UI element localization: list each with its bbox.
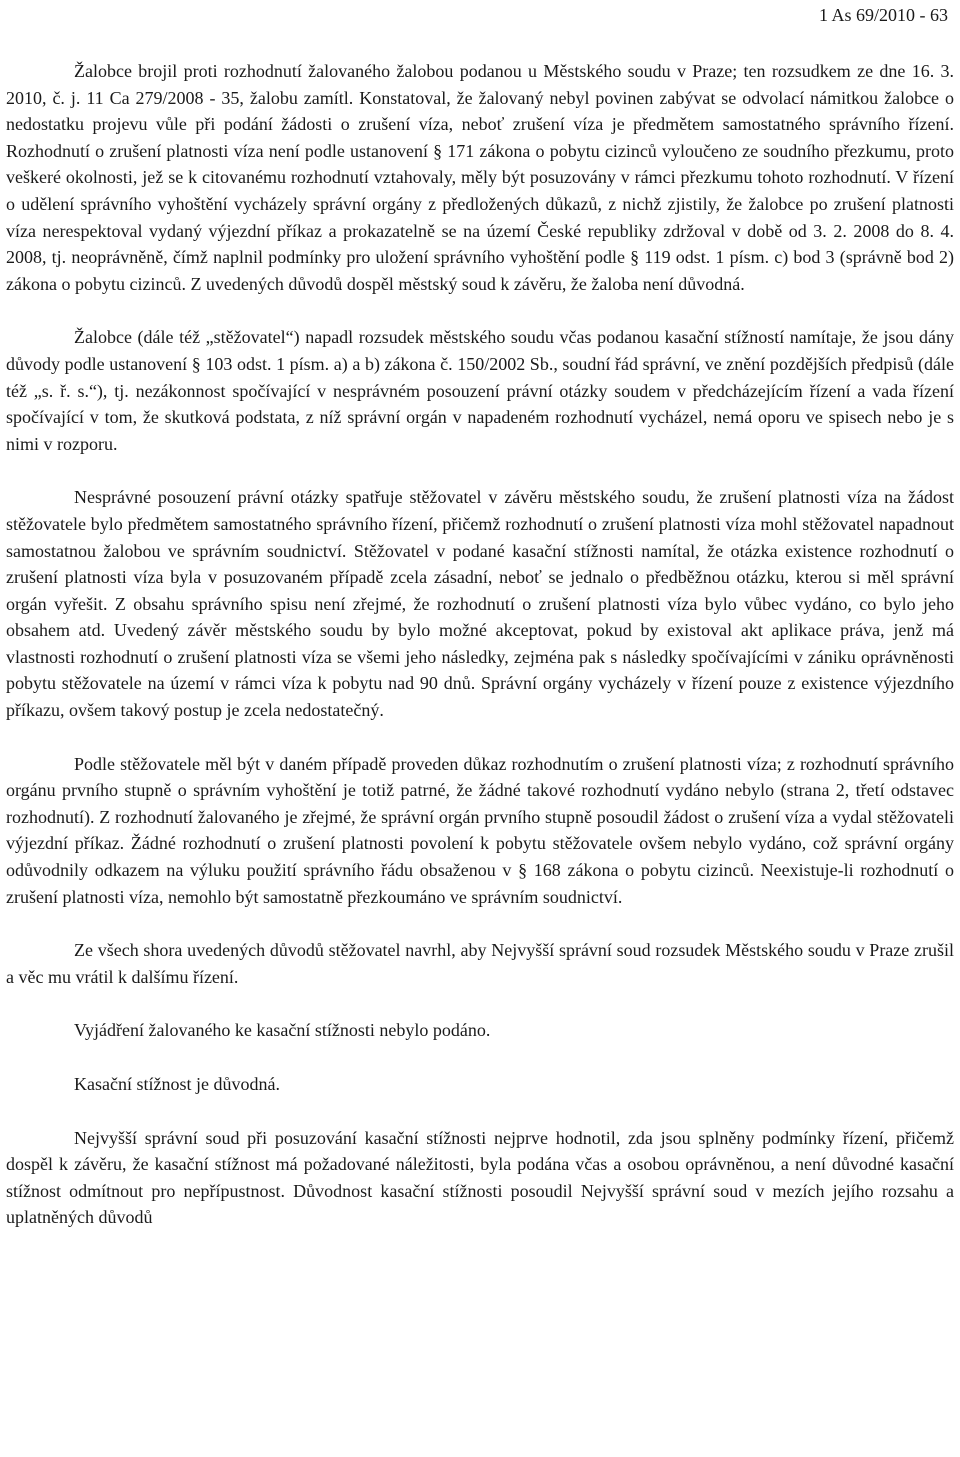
paragraph-lawsuit-dismissed: Žalobce brojil proti rozhodnutí žalovaného žalobou podanou u Městského soudu v Praze; ten rozsudkem ze dne 16. 3. 2010, č. j. 11 Ca 279/2008 - 35, žalobu zamítl. Konstatoval, že žalovaný nebyl povinen zabývat se odvolací námitkou žalobce o nedostatku projevu vůle při podání žádosti o zrušení víza, neboť zrušení víza je předmětem samostatného správního řízení. Rozhodnutí o zrušení platnosti víza není podle ustanovení § 171 zákona o pobytu cizinců vyloučeno ze soudního přezkumu, proto veškeré okolnosti, jež se k citovanému rozhodnutí vztahovaly, měly být posuzovány v rámci přezkumu tohoto rozhodnutí. V řízení o udělení správního vyhoštění vycházely správní orgány z předložených důkazů, z nichž zjistily, že žalobce po zrušení platnosti víza nerespektoval vydaný výjezdní příkaz a prokazatelně se na území České republiky zdržoval v době od 3. 2. 2008 do 8. 4. 2008, tj. neoprávněně, čímž naplnil podmínky pro uložení správního vyhoštění podle § 119 odst. 1 písm. c) bod 3 (správně bod 2) zákona o pobytu cizinců. Z uvedených důvodů dospěl městský soud k závěru, že žaloba není důvodná.: [6, 61, 954, 294]
paragraph-motion: Ze všech shora uvedených důvodů stěžovatel navrhl, aby Nejvyšší správní soud rozsudek Městského soudu v Praze zrušil a věc mu vrátil k dalšímu řízení.: [6, 940, 954, 987]
paragraph-legal-question: Nesprávné posouzení právní otázky spatřuje stěžovatel v závěru městského soudu, že zrušení platnosti víza na žádost stěžovatele bylo předmětem samostatného správního řízení, přičemž rozhodnutí o zrušení platnosti víza mohl stěžovatel napadnout samostatnou žalobou ve správním soudnictví. Stěžovatel v podané kasační stížnosti namítal, že otázka existence rozhodnutí o zrušení platnosti víza byla v posuzovaném případě zcela zásadní, neboť se jednalo o předběžnou otázku, kterou si měl správní orgán vyřešit. Z obsahu správního spisu není zřejmé, že rozhodnutí o zrušení platnosti víza bylo vůbec vydáno, co bylo jeho obsahem atd. Uvedený závěr městského soudu by bylo možné akceptovat, pokud by existoval akt aplikace práva, jenž má vlastnosti rozhodnutí o zrušení platnosti víza se všemi jeho následky, zejména pak s následky spočívajícími v zániku oprávněnosti pobytu stěžovatele na území v rámci víza k pobytu nad 90 dnů. Správní orgány vycházely v řízení pouze z existence výjezdního příkazu, ovšem takový postup je zcela nedostatečný.: [6, 487, 954, 721]
case-number-header: 1 As 69/2010 - 63: [818, 5, 948, 25]
paragraph-court-assessment: Nejvyšší správní soud při posuzování kasační stížnosti nejprve hodnotil, zda jsou splněny podmínky řízení, přičemž dospěl k závěru, že kasační stížnost má požadované náležitosti, byla podána včas a osobou oprávněnou, a není důvodné kasační stížnost odmítnout pro nepřípustnost. Důvodnost kasační stížnosti posoudil Nejvyšší správní soud v mezích jejího rozsahu a uplatněných důvodů: [6, 1127, 954, 1228]
paragraph-defendant-statement: Vyjádření žalovaného ke kasační stížnosti nebylo podáno.: [74, 1020, 491, 1041]
paragraph-evidence: Podle stěžovatele měl být v daném případě proveden důkaz rozhodnutím o zrušení platnosti víza; z rozhodnutí správního orgánu prvního stupně o správním vyhoštění je totiž patrné, že žádné takové rozhodnutí vydáno nebylo (strana 2, třetí odstavec rozhodnutí). Z rozhodnutí žalovaného je zřejmé, že správní orgán prvního stupně posoudil žádost o zrušení víza a vydal stěžovateli výjezdní příkaz. Žádné rozhodnutí o zrušení platnosti povolení k pobytu stěžovatele ovšem nebylo vydáno, což správní orgány odůvodnily odkazem na výluku použití správního řádu obsaženou v § 168 zákona o pobytu cizinců. Neexistuje-li rozhodnutí o zrušení platnosti víza, nemohlo být samostatně přezkoumáno ve správním soudnictví.: [6, 753, 954, 907]
paragraph-cassation-complaint: Žalobce (dále též „stěžovatel“) napadl rozsudek městského soudu včas podanou kasační stížností namítaje, že jsou dány důvody podle ustanovení § 103 odst. 1 písm. a) a b) zákona č. 150/2002 Sb., soudní řád správní, ve znění pozdějších předpisů (dále též „s. ř. s.“), tj. nezákonnost spočívající v nesprávném posouzení právní otázky soudem v předcházejícím řízení a vada řízení spočívající v tom, že skutková podstata, z níž správní orgán v napadeném rozhodnutí vycházel, nemá oporu ve spisech nebo je s nimi v rozporu.: [6, 327, 954, 454]
paragraph-complaint-justified: Kasační stížnost je důvodná.: [74, 1074, 280, 1094]
document-body: [6, 58, 954, 1231]
